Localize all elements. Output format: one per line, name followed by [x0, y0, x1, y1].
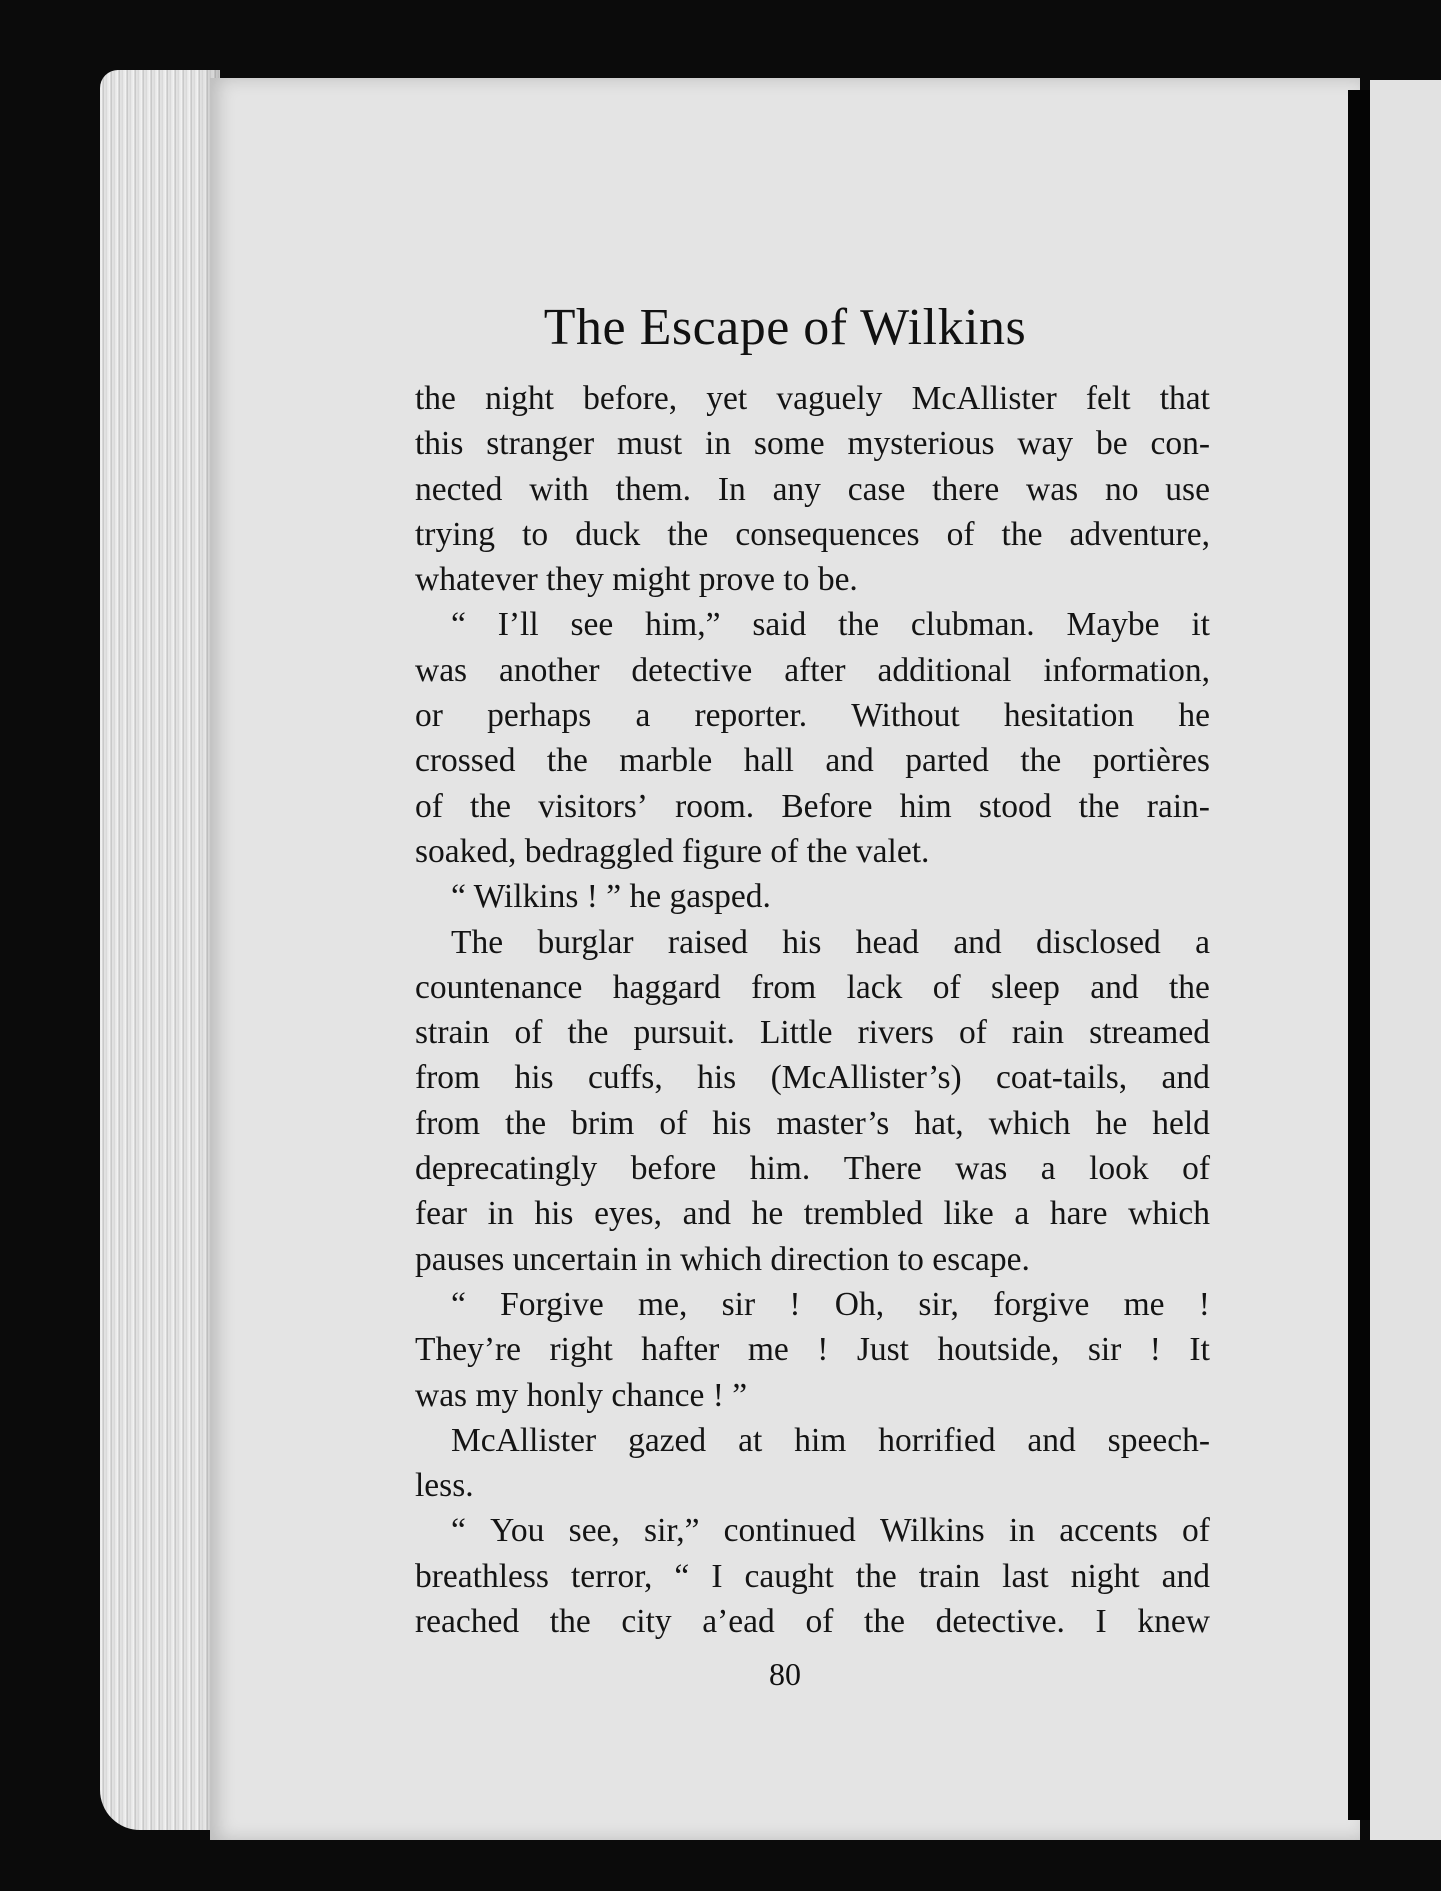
- text-line: nected with them. In any case there was no use: [415, 470, 1210, 508]
- text-line: whatever they might prove to be.: [415, 561, 858, 599]
- book-page: [210, 78, 1360, 1840]
- gutter-shadow: [1348, 90, 1370, 1820]
- text-line: soaked, bedraggled figure of the valet.: [415, 832, 930, 870]
- text-line: pauses uncertain in which direction to escape.: [415, 1240, 1030, 1278]
- text-line: was another detective after additional information,: [415, 651, 1210, 689]
- text-line: fear in his eyes, and he trembled like a hare which: [415, 1195, 1210, 1233]
- text-line: They’re right hafter me ! Just houtside, sir ! It: [415, 1331, 1210, 1369]
- text-line: from his cuffs, his (McAllister’s) coat-tails, and: [415, 1059, 1210, 1097]
- text-line: reached the city a’ead of the detective. I knew: [415, 1603, 1210, 1641]
- facing-page-edge: [1370, 80, 1441, 1840]
- text-line: strain of the pursuit. Little rivers of rain streamed: [415, 1014, 1210, 1052]
- book-page-edges: [100, 70, 220, 1830]
- text-line: McAllister gazed at him horrified and speech-: [451, 1421, 1210, 1459]
- text-line: countenance haggard from lack of sleep and the: [415, 968, 1210, 1006]
- text-line: “ I’ll see him,” said the clubman. Maybe it: [451, 606, 1210, 644]
- text-line: of the visitors’ room. Before him stood the rain-: [415, 787, 1210, 825]
- text-line: from the brim of his master’s hat, which he held: [415, 1104, 1210, 1142]
- text-line: was my honly chance ! ”: [415, 1376, 748, 1414]
- text-line: breathless terror, “ I caught the train last night and: [415, 1557, 1210, 1595]
- text-line: The burglar raised his head and disclosed a: [451, 923, 1210, 961]
- text-line: or perhaps a reporter. Without hesitation he: [415, 697, 1210, 735]
- text-line: less.: [415, 1467, 474, 1505]
- text-line: crossed the marble hall and parted the portières: [415, 742, 1210, 780]
- text-line: “ You see, sir,” continued Wilkins in accents of: [451, 1512, 1210, 1550]
- running-head: The Escape of Wilkins: [543, 299, 1027, 356]
- page-number: 80: [769, 1656, 801, 1692]
- body-text: [415, 376, 1210, 1644]
- text-line: “ Forgive me, sir ! Oh, sir, forgive me !: [451, 1285, 1210, 1323]
- text-line: this stranger must in some mysterious way be con-: [415, 425, 1210, 463]
- text-line: trying to duck the consequences of the adventure,: [415, 515, 1210, 553]
- text-line: “ Wilkins ! ” he gasped.: [451, 878, 771, 916]
- text-line: deprecatingly before him. There was a look of: [415, 1150, 1210, 1188]
- text-line: the night before, yet vaguely McAllister felt that: [415, 380, 1210, 417]
